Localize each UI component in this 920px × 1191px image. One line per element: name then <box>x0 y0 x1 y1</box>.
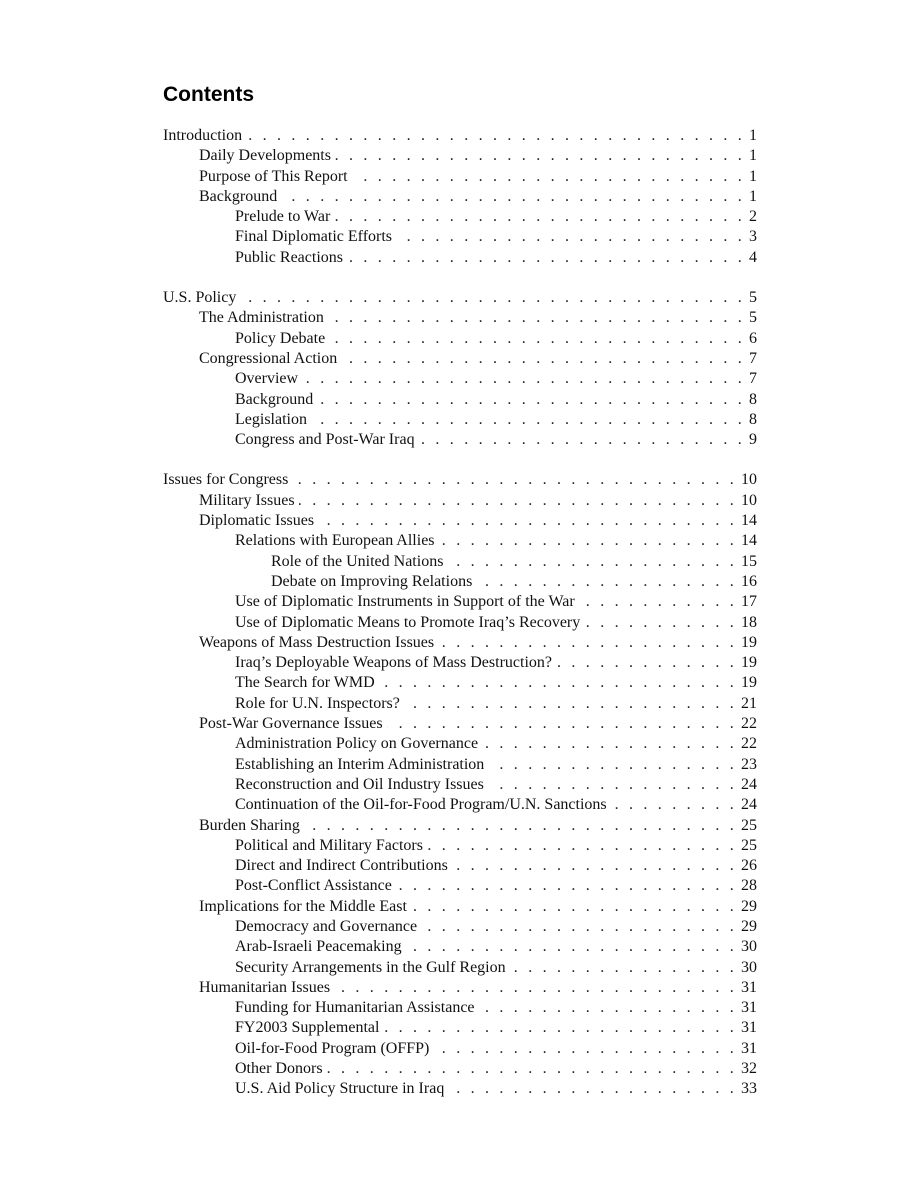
toc-entry <box>163 390 757 410</box>
toc-entry-title: Post-War Governance Issues <box>199 715 383 733</box>
toc-entry-title: Congressional Action <box>199 349 338 367</box>
dot-leader <box>406 937 737 957</box>
toc-entry <box>163 653 757 673</box>
toc-entry-page-number: 23 <box>741 755 757 773</box>
toc-entry-title: Diplomatic Issues <box>199 512 315 530</box>
dot-leader <box>240 288 745 308</box>
dot-leader <box>584 613 737 633</box>
dot-leader <box>341 349 745 369</box>
toc-entry <box>163 1059 757 1079</box>
toc-entry-title: Background <box>199 187 278 205</box>
toc-entry-page-number: 26 <box>741 857 757 875</box>
toc-entry-page-number: 25 <box>741 816 757 834</box>
toc-entry-title: Administration Policy on Governance <box>235 735 479 753</box>
toc-entry-page-number: 14 <box>741 512 757 530</box>
toc-entry-page-number: 28 <box>741 877 757 895</box>
dot-leader <box>302 369 745 389</box>
toc-entry <box>163 491 757 511</box>
toc-entry-page-number: 22 <box>741 735 757 753</box>
toc-entry-page-number: 31 <box>741 978 757 996</box>
toc-entry <box>163 126 757 146</box>
toc-entry-title: Weapons of Mass Destruction Issues <box>199 633 435 651</box>
dot-leader <box>292 470 737 490</box>
toc-entry-title: Other Donors <box>235 1060 323 1078</box>
toc-entry <box>163 1079 757 1099</box>
toc-entry <box>163 167 757 187</box>
dot-leader <box>476 572 737 592</box>
toc-entry-page-number: 30 <box>741 938 757 956</box>
toc-entry <box>163 288 757 308</box>
toc-entry-title: Funding for Humanitarian Assistance <box>235 999 475 1017</box>
toc-entry <box>163 958 757 978</box>
toc-entry <box>163 856 757 876</box>
toc-entry <box>163 248 757 268</box>
toc-entry-title: Relations with European Allies <box>235 532 435 550</box>
toc-entry-page-number: 25 <box>741 836 757 854</box>
toc-entry <box>163 917 757 937</box>
dot-leader <box>318 511 737 531</box>
toc-entry <box>163 369 757 389</box>
dot-leader <box>404 694 737 714</box>
toc-entry-page-number: 1 <box>749 127 757 144</box>
toc-entry <box>163 227 757 247</box>
toc-entry-page-number: 19 <box>741 633 757 651</box>
toc-entry-title: FY2003 Supplemental <box>235 1019 380 1037</box>
toc-entry-page-number: 14 <box>741 532 757 550</box>
toc-entry-page-number: 16 <box>741 572 757 590</box>
toc-section-group <box>163 288 757 450</box>
toc-entry-title: Democracy and Governance <box>235 917 418 935</box>
toc-entry-title: Background <box>235 390 314 408</box>
toc-entry <box>163 1018 757 1038</box>
toc-entry-title: The Search for WMD <box>235 674 375 692</box>
toc-entry-page-number: 33 <box>741 1080 757 1098</box>
toc-entry-page-number: 15 <box>741 552 757 570</box>
dot-leader <box>447 552 737 572</box>
toc-entry-page-number: 1 <box>749 167 757 185</box>
toc-entry-title: Arab-Israeli Peacemaking <box>235 938 402 956</box>
toc-entry-title: Debate on Improving Relations <box>271 572 473 590</box>
dot-leader <box>419 430 745 450</box>
toc-entry <box>163 308 757 328</box>
toc-entry-page-number: 3 <box>749 228 757 246</box>
toc-entry <box>163 329 757 349</box>
toc-entry <box>163 714 757 734</box>
toc-entry <box>163 673 757 693</box>
dot-leader <box>488 755 737 775</box>
toc-entry-title: Military Issues <box>199 491 295 509</box>
toc-entry-page-number: 10 <box>741 491 757 509</box>
toc-entry-title: Direct and Indirect Contributions <box>235 857 448 875</box>
dot-leader <box>439 531 737 551</box>
dot-leader <box>246 126 745 146</box>
toc-entry <box>163 592 757 612</box>
dot-leader <box>281 187 745 207</box>
toc-entry-page-number: 7 <box>749 370 757 388</box>
toc-entry-page-number: 8 <box>749 410 757 428</box>
dot-leader <box>379 673 737 693</box>
toc-entry <box>163 349 757 369</box>
toc-entry-page-number: 1 <box>749 147 757 165</box>
toc-entry-title: Continuation of the Oil-for-Food Program/U.N. Sanctions <box>235 796 607 814</box>
toc-entry-title: The Administration <box>199 309 324 327</box>
dot-leader <box>510 958 737 978</box>
toc-entry <box>163 572 757 592</box>
toc-entry <box>163 998 757 1018</box>
dot-leader <box>317 390 745 410</box>
toc-entry-title: Congress and Post-War Iraq <box>235 431 415 449</box>
dot-leader <box>335 146 745 166</box>
toc-entry <box>163 207 757 227</box>
dot-leader <box>334 978 737 998</box>
toc-entry-page-number: 2 <box>749 208 757 226</box>
dot-leader <box>421 917 737 937</box>
toc-entry <box>163 470 757 490</box>
dot-leader <box>396 876 737 896</box>
table-of-contents <box>163 126 757 1120</box>
toc-section-group <box>163 470 757 1099</box>
toc-entry <box>163 430 757 450</box>
toc-entry-page-number: 5 <box>749 289 757 307</box>
toc-entry-page-number: 31 <box>741 999 757 1017</box>
toc-entry-title: Overview <box>235 370 299 388</box>
toc-entry-title: Purpose of This Report <box>199 167 348 185</box>
toc-entry-title: Role for U.N. Inspectors? <box>235 694 400 712</box>
toc-entry <box>163 978 757 998</box>
toc-entry-title: Public Reactions <box>235 248 343 266</box>
dot-leader <box>479 998 737 1018</box>
toc-entry-page-number: 22 <box>741 715 757 733</box>
toc-entry <box>163 694 757 714</box>
toc-entry-page-number: 4 <box>749 248 757 266</box>
dot-leader <box>488 775 737 795</box>
toc-entry-title: Role of the United Nations <box>271 552 444 570</box>
contents-heading: Contents <box>163 83 254 106</box>
toc-entry-page-number: 8 <box>749 390 757 408</box>
dot-leader <box>452 856 737 876</box>
toc-entry-page-number: 18 <box>741 613 757 631</box>
dot-leader <box>383 1018 737 1038</box>
dot-leader <box>352 167 745 187</box>
toc-entry <box>163 795 757 815</box>
dot-leader <box>299 491 737 511</box>
toc-entry-title: Use of Diplomatic Instruments in Support of the War <box>235 593 575 611</box>
toc-entry-title: Burden Sharing <box>199 816 300 834</box>
toc-entry <box>163 146 757 166</box>
toc-entry-page-number: 6 <box>749 329 757 347</box>
toc-entry <box>163 410 757 430</box>
toc-entry-page-number: 17 <box>741 593 757 611</box>
toc-entry <box>163 775 757 795</box>
toc-entry-title: Oil-for-Food Program (OFFP) <box>235 1039 430 1057</box>
dot-leader <box>387 714 737 734</box>
dot-leader <box>411 897 737 917</box>
toc-section-group <box>163 126 757 268</box>
toc-entry-title: U.S. Aid Policy Structure in Iraq <box>235 1080 445 1098</box>
toc-entry <box>163 511 757 531</box>
toc-entry-page-number: 7 <box>749 349 757 367</box>
toc-entry-page-number: 24 <box>741 796 757 814</box>
dot-leader <box>311 410 745 430</box>
dot-leader <box>579 592 737 612</box>
dot-leader <box>427 836 737 856</box>
toc-entry <box>163 836 757 856</box>
toc-entry-page-number: 21 <box>741 694 757 712</box>
toc-entry-title: U.S. Policy <box>163 289 237 307</box>
toc-entry <box>163 937 757 957</box>
toc-entry-title: Post-Conflict Assistance <box>235 877 392 895</box>
dot-leader <box>433 1039 737 1059</box>
toc-entry-page-number: 24 <box>741 775 757 793</box>
toc-entry <box>163 187 757 207</box>
toc-entry <box>163 552 757 572</box>
toc-entry-title: Iraq’s Deployable Weapons of Mass Destruction? <box>235 654 552 672</box>
dot-leader <box>482 734 737 754</box>
toc-entry <box>163 1039 757 1059</box>
toc-entry-title: Security Arrangements in the Gulf Region <box>235 958 506 976</box>
dot-leader <box>396 227 745 247</box>
toc-entry-title: Use of Diplomatic Means to Promote Iraq’s Recovery <box>235 613 581 631</box>
dot-leader <box>329 329 745 349</box>
dot-leader <box>556 653 737 673</box>
toc-entry <box>163 876 757 896</box>
toc-entry-page-number: 32 <box>741 1060 757 1078</box>
toc-entry-page-number: 31 <box>741 1039 757 1057</box>
toc-entry <box>163 531 757 551</box>
toc-entry <box>163 613 757 633</box>
toc-entry-page-number: 1 <box>749 187 757 205</box>
dot-leader <box>347 248 745 268</box>
toc-entry-title: Introduction <box>163 127 243 144</box>
toc-entry-page-number: 19 <box>741 654 757 672</box>
dot-leader <box>448 1079 737 1099</box>
toc-entry-title: Issues for Congress <box>163 471 289 489</box>
toc-entry-title: Establishing an Interim Administration <box>235 755 485 773</box>
toc-entry-title: Political and Military Factors <box>235 836 423 854</box>
toc-entry-page-number: 29 <box>741 897 757 915</box>
toc-entry <box>163 633 757 653</box>
toc-entry <box>163 897 757 917</box>
dot-leader <box>438 633 737 653</box>
toc-entry-page-number: 19 <box>741 674 757 692</box>
dot-leader <box>328 308 745 328</box>
toc-entry-title: Implications for the Middle East <box>199 897 407 915</box>
dot-leader <box>334 207 745 227</box>
toc-entry-title: Policy Debate <box>235 329 326 347</box>
toc-entry-title: Prelude to War <box>235 208 331 226</box>
dot-leader <box>611 795 737 815</box>
toc-entry-title: Legislation <box>235 410 307 428</box>
toc-entry-page-number: 30 <box>741 958 757 976</box>
toc-entry-page-number: 9 <box>749 431 757 449</box>
toc-entry <box>163 734 757 754</box>
toc-entry-title: Final Diplomatic Efforts <box>235 228 393 246</box>
toc-entry <box>163 755 757 775</box>
toc-entry-page-number: 5 <box>749 309 757 327</box>
toc-entry <box>163 816 757 836</box>
toc-entry-title: Daily Developments <box>199 147 331 165</box>
toc-entry-page-number: 10 <box>741 471 757 489</box>
toc-entry-title: Reconstruction and Oil Industry Issues <box>235 775 484 793</box>
dot-leader <box>327 1059 737 1079</box>
toc-entry-title: Humanitarian Issues <box>199 978 331 996</box>
dot-leader <box>304 816 737 836</box>
toc-entry-page-number: 31 <box>741 1019 757 1037</box>
toc-entry-page-number: 29 <box>741 917 757 935</box>
